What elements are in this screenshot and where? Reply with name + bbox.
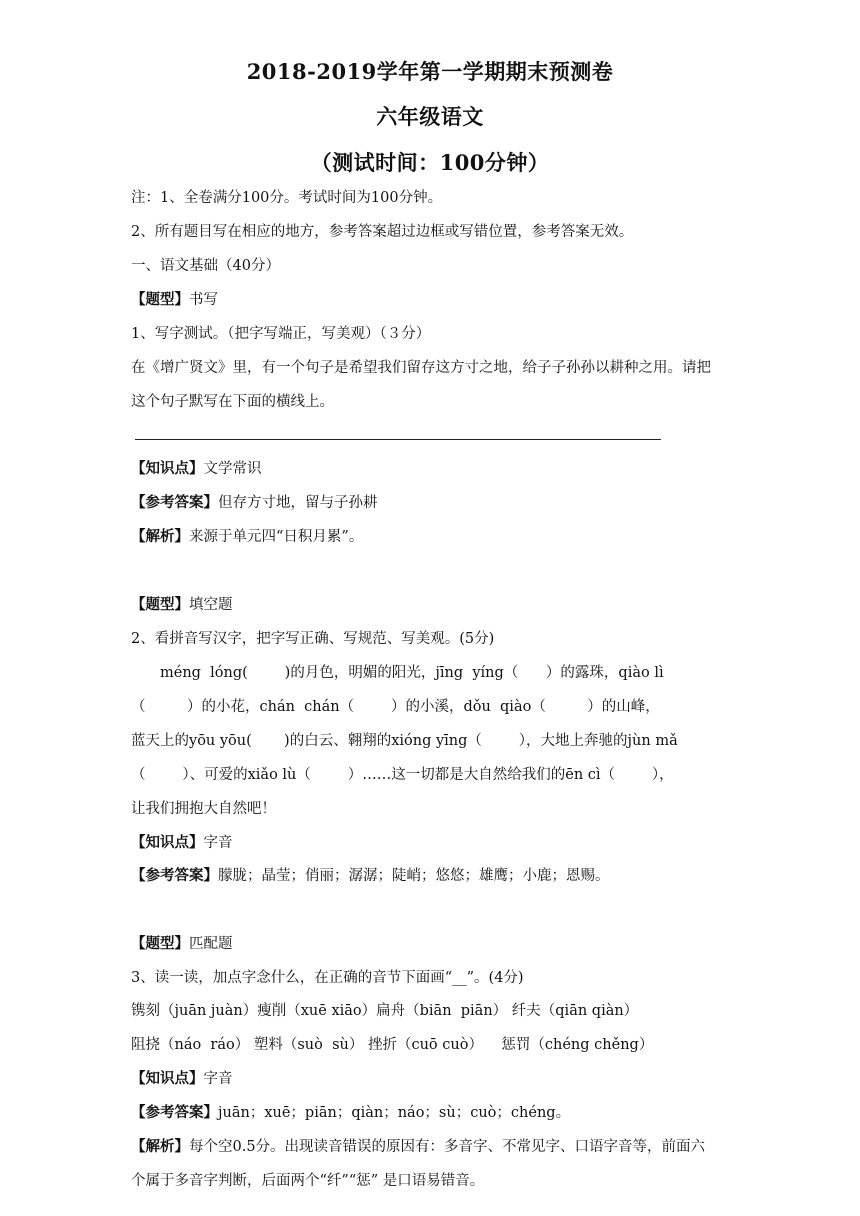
test-duration: （测试时间：100分钟） bbox=[310, 150, 550, 175]
q2-answer: 【参考答案】朦胧；晶莹；俏丽；潺潺；陡峭；悠悠；雄鹰；小鹿；恩赐。 bbox=[131, 867, 610, 884]
q1-knowledge: 【知识点】文学常识 bbox=[131, 460, 262, 477]
answer-underline[interactable] bbox=[135, 439, 661, 440]
note-2: 2、所有题目写在相应的地方，参考答案超过边框或写错位置，参考答案无效。 bbox=[131, 224, 634, 240]
q3-analysis-1: 【解析】每个空0.5分。出现读音错误的原因有：多音字、不常见字、口语字音等，前面六 bbox=[131, 1138, 706, 1155]
q1-body-1: 在《增广贤文》里，有一个句子是希望我们留存这方寸之地，给子子孙孙以耕种之用。请把 bbox=[131, 360, 711, 376]
q2-type: 【题型】填空题 bbox=[131, 596, 233, 613]
q1-analysis: 【解析】来源于单元四“日积月累”。 bbox=[131, 528, 364, 545]
q1-title: 1、写字测试。（把字写端正，写美观）（３分） bbox=[131, 326, 431, 342]
q2-title: 2、看拼音写汉字，把字写正确、写规范、写美观。(5分) bbox=[131, 631, 495, 647]
q3-line-2: 阻挠（náo ráo） 塑料（suò sù） 挫折（cuō cuò） 惩罚（chéng chěng） bbox=[131, 1037, 654, 1053]
q3-knowledge: 【知识点】字音 bbox=[131, 1070, 233, 1087]
q1-type: 【题型】书写 bbox=[131, 291, 218, 308]
q3-line-1: 镌刻（juān juàn）瘦削（xuē xiāo）扁舟（biān piān） 纤夫（qiān qiàn） bbox=[131, 1003, 639, 1019]
q2-line-3: 蓝天上的yōu yōu( )的白云、翱翔的xióng yīng（ ），大地上奔驰的jùn mǎ bbox=[131, 733, 678, 749]
q2-line-1: méng lóng( )的月色，明媚的阳光，jīng yíng（ ）的露珠，qiào lì bbox=[160, 665, 664, 681]
grade-subject: 六年级语文 bbox=[376, 104, 484, 129]
section-heading: 一、语文基础（40分） bbox=[131, 258, 280, 274]
note-1: 注：1、全卷满分100分。考试时间为100分钟。 bbox=[131, 190, 443, 206]
q3-answer: 【参考答案】juān；xuē；piān；qiàn；náo；sù；cuò；chéng。 bbox=[131, 1104, 571, 1121]
q1-answer: 【参考答案】但存方寸地，留与子孙耕 bbox=[131, 494, 378, 511]
q3-analysis-2: 个属于多音字判断，后面两个“纤”“惩” 是口语易错音。 bbox=[131, 1173, 485, 1189]
q3-title: 3、读一读，加点字念什么，在正确的音节下面画“__”。(4分) bbox=[131, 970, 524, 986]
q2-knowledge: 【知识点】字音 bbox=[131, 834, 233, 851]
q2-line-2: （ ）的小花，chán chán（ ）的小溪，dǒu qiào（ ）的山峰， bbox=[131, 699, 660, 715]
exam-title: 2018-2019学年第一学期期末预测卷 bbox=[246, 59, 614, 84]
q2-line-4: （ ）、可爱的xiǎo lù（ ）……这一切都是大自然给我们的ēn cì（ ）， bbox=[131, 767, 674, 783]
q1-body-2: 这个句子默写在下面的横线上。 bbox=[131, 394, 334, 410]
q2-line-5: 让我们拥抱大自然吧！ bbox=[131, 801, 276, 817]
q3-type: 【题型】匹配题 bbox=[131, 935, 233, 952]
